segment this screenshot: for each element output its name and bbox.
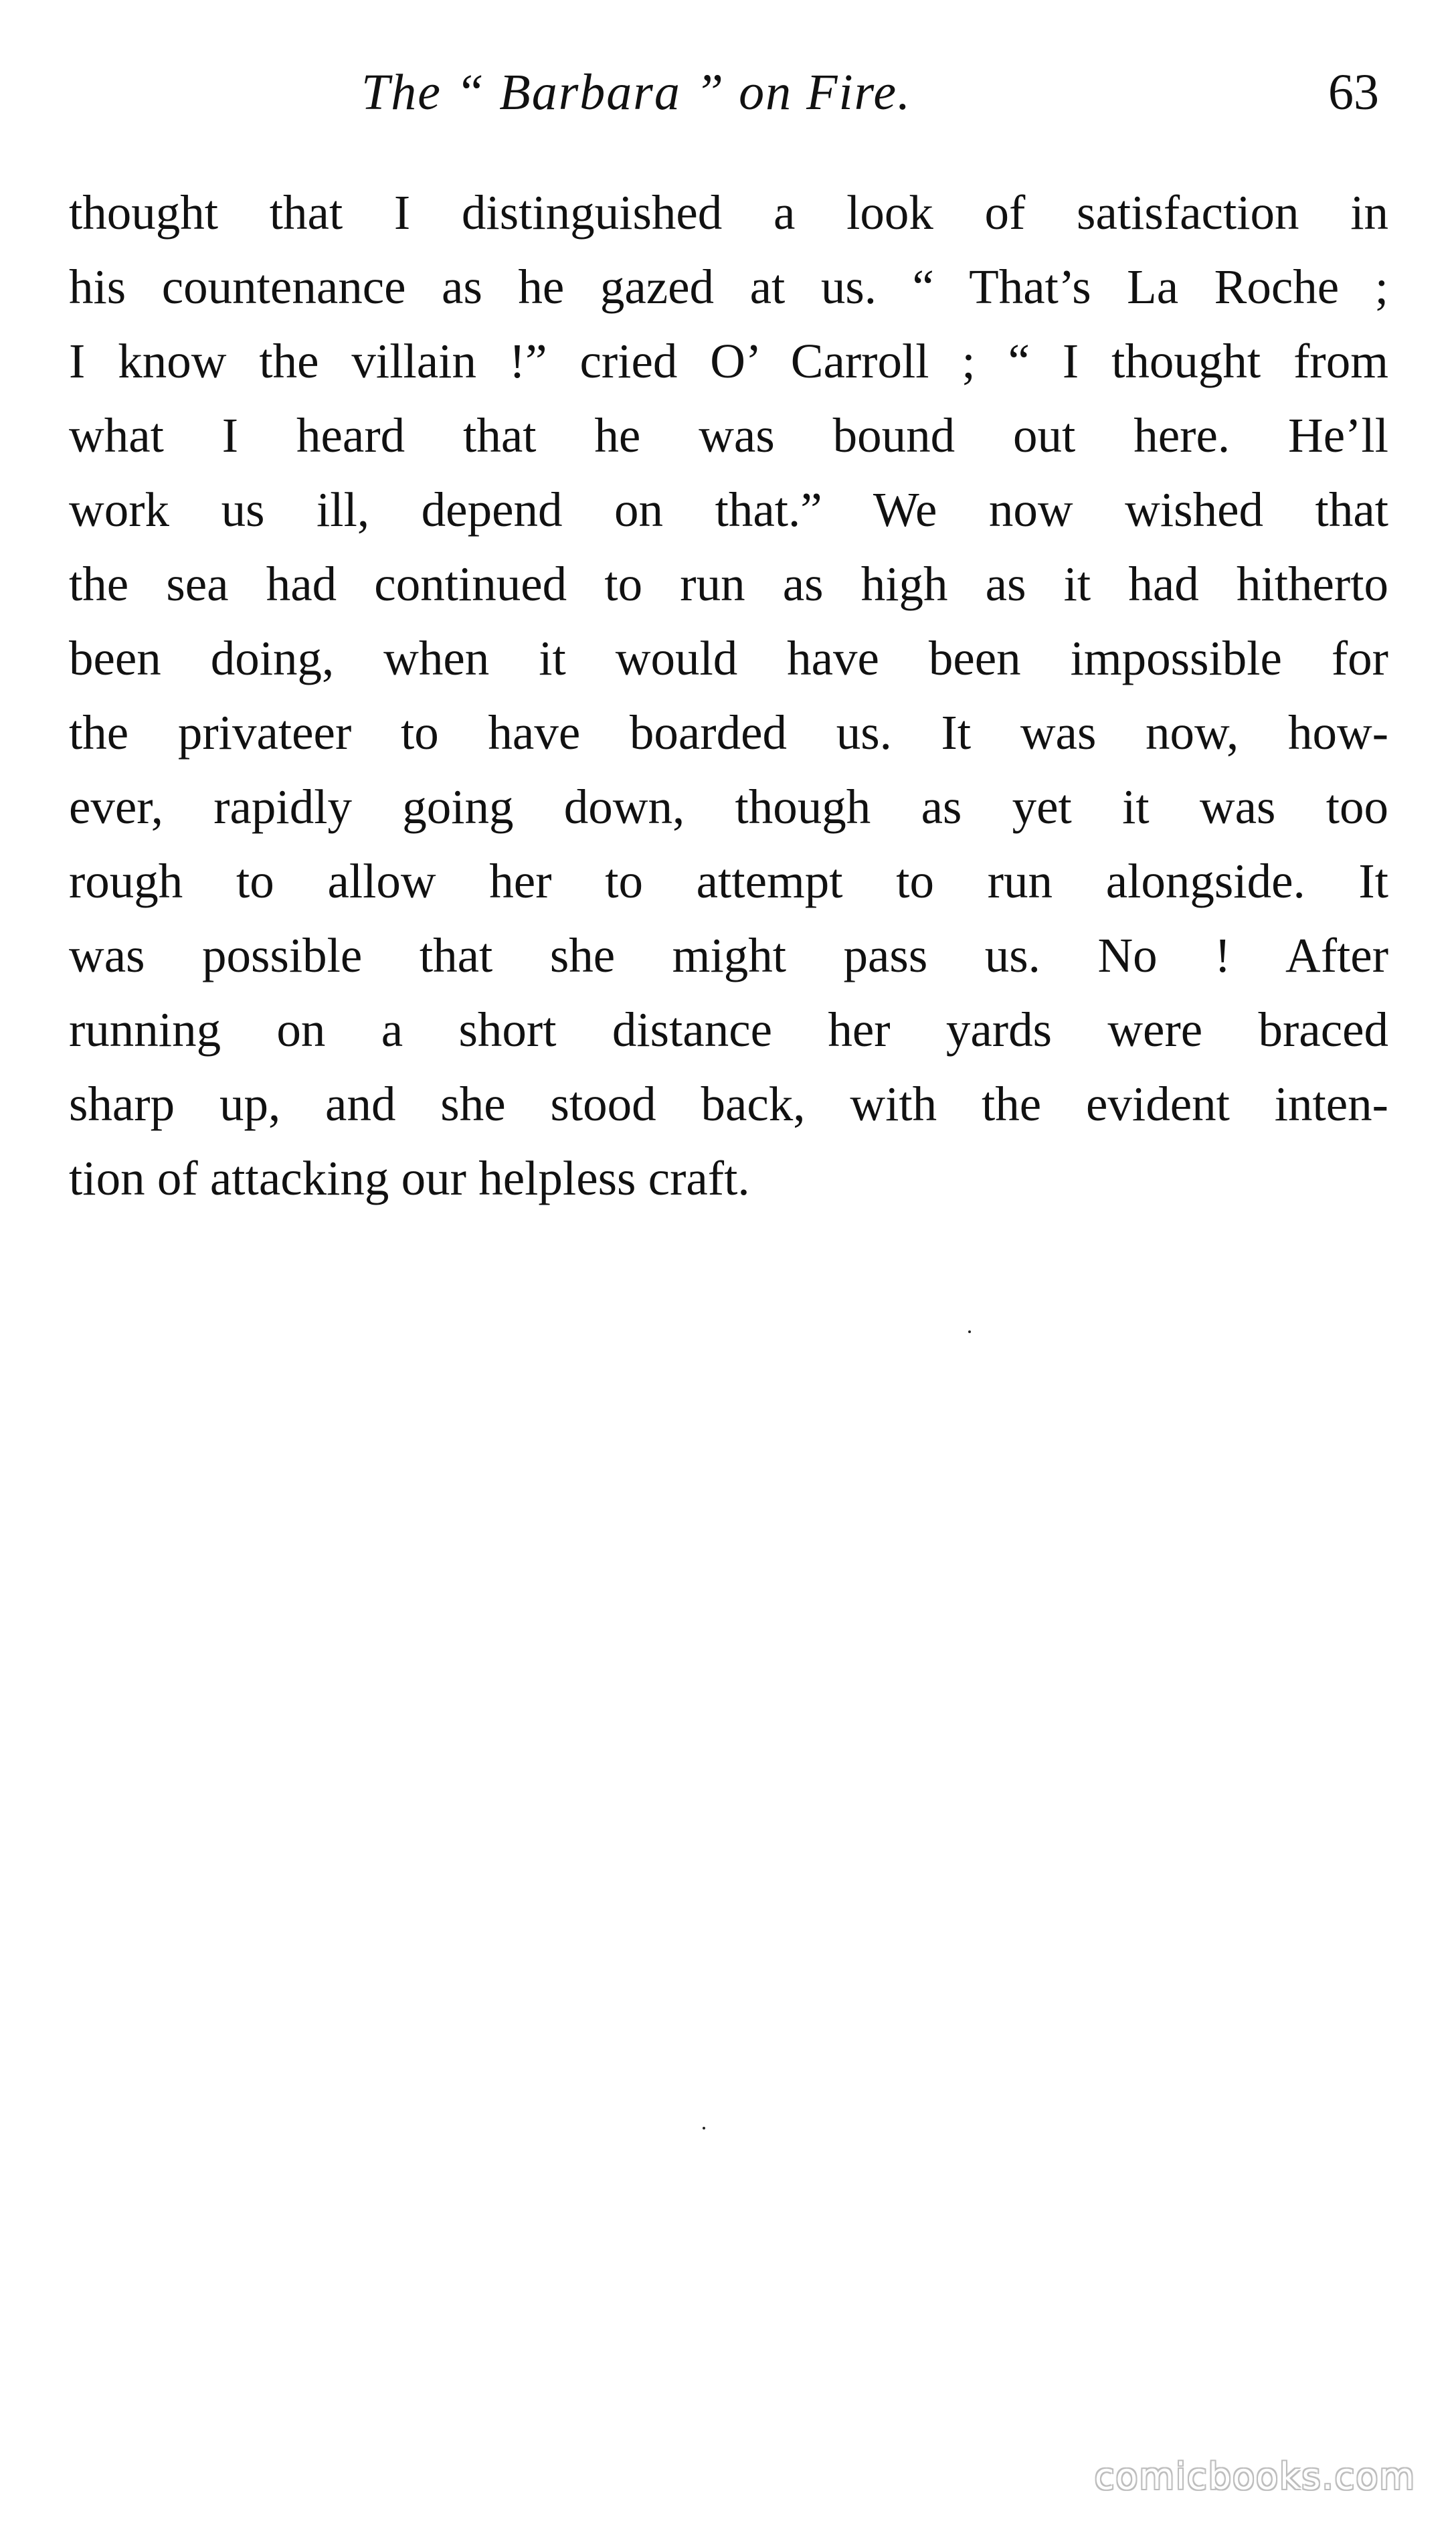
text-line: tion of attacking our helpless craft. (69, 1151, 750, 1205)
text-line: I know the villain !” cried O’ Carroll ; “ I thought from (69, 334, 1388, 388)
page-number: 63 (1328, 64, 1379, 120)
running-title: The “ Barbara ” on Fire. (361, 64, 912, 120)
text-line: rough to allow her to attempt to run alongside. It (69, 854, 1388, 908)
text-line: ever, rapidly going down, though as yet it was too (69, 780, 1388, 834)
text-line: was possible that she might pass us. No ! After (69, 928, 1388, 982)
text-line: the privateer to have boarded us. It was now, how- (69, 705, 1388, 760)
watermark: comicbooks.com (1094, 2455, 1416, 2498)
text-line: thought that I distinguished a look of satisfaction in (69, 185, 1388, 240)
text-line: what I heard that he was bound out here. He’ll (69, 408, 1388, 462)
text-line: been doing, when it would have been impossible for (69, 631, 1388, 685)
text-line: sharp up, and she stood back, with the evident inten- (69, 1077, 1388, 1131)
text-line: his countenance as he gazed at us. “ That’s La Roche ; (69, 260, 1388, 314)
text-line: the sea had continued to run as high as it had hitherto (69, 557, 1388, 611)
print-speck (968, 1330, 971, 1333)
text-line: running on a short distance her yards were braced (69, 1003, 1388, 1057)
body-paragraph (69, 175, 1388, 1215)
text-line: work us ill, depend on that.” We now wished that (69, 483, 1388, 537)
print-speck (703, 2127, 705, 2129)
